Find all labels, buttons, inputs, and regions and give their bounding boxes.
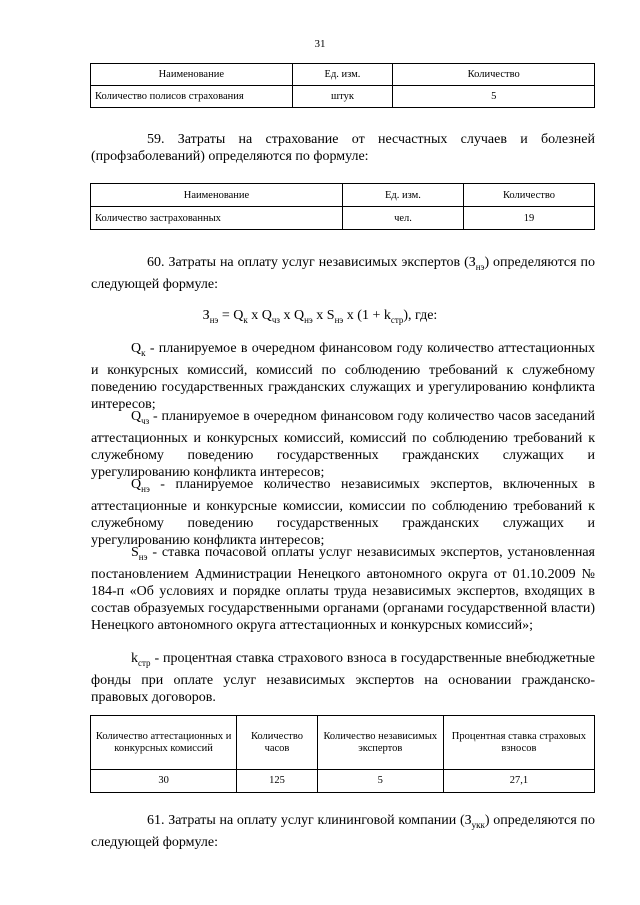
paragraph-61 <box>91 812 595 851</box>
definition-text: - процентная ставка страхового взноса в государственные внебюджетные фонды при оплате услуг независимых экспертов на основании гражданско-правовых договоров. <box>91 651 595 705</box>
formula-part: ), где: <box>403 308 438 323</box>
table-row <box>91 207 595 230</box>
formula-part: x (1 + k <box>343 308 391 323</box>
formula-expert-costs <box>0 308 640 325</box>
table-header-cell: Ед. изм. <box>292 64 393 86</box>
subscript: стр <box>138 657 151 668</box>
table-cell: чел. <box>343 207 464 230</box>
table-cell: 30 <box>91 770 237 793</box>
formula-part: x Q <box>247 308 272 323</box>
paragraph-text: 60. Затраты на оплату услуг независимых экспертов (З <box>147 255 476 270</box>
table-header-cell: Процентная ставка страховых взносов <box>443 716 594 770</box>
subscript: чз <box>141 415 150 426</box>
paragraph-text: ) определяются по следующей формуле: <box>91 255 596 292</box>
subscript: нэ <box>209 314 219 325</box>
definition-symbol: S <box>131 545 139 560</box>
definition-sne <box>91 544 595 634</box>
definition-text: - ставка почасовой оплаты услуг независимых экспертов, установленная постановлением Администрации Ненецкого автономного округа от 01.10.2009 № 184-п «Об условиях и порядке оплаты труда независимых экспертов, входящих в состав образуемых государственными органами (органами государственной власти) Ненецкого автономного округа аттестационных и конкурсных комиссий»; <box>91 545 595 633</box>
table-row <box>91 770 595 793</box>
table-header-cell: Наименование <box>91 64 293 86</box>
definition-symbol: Q <box>131 409 142 424</box>
table-row <box>91 86 595 108</box>
table-cell: 5 <box>317 770 443 793</box>
table-cell: 125 <box>237 770 318 793</box>
definition-qchz <box>91 408 595 481</box>
paragraph-text: 61. Затраты на оплату услуг клининговой компании (З <box>147 813 472 828</box>
table-header-cell: Количество часов <box>237 716 318 770</box>
page-number: 31 <box>314 38 326 50</box>
subscript: нэ <box>304 314 313 325</box>
table-header-row <box>91 716 595 770</box>
subscript: к <box>243 314 248 325</box>
table-header-row <box>91 64 595 86</box>
formula-part: x S <box>312 308 335 323</box>
formula-part: = Q <box>218 308 244 323</box>
table-header-cell: Ед. изм. <box>343 184 464 207</box>
formula-part: x Q <box>279 308 305 323</box>
paragraph-59: 59. Затраты на страхование от несчастных случаев и болезней (профзаболеваний) определяются по формуле: <box>91 132 595 164</box>
subscript: нэ <box>334 314 344 325</box>
definition-text: - планируемое в очередном финансовом году количество аттестационных и конкурсных комиссий, комиссий по соблюдению требований к служебному поведению государственных гражданских служащих и урегулированию конфликта интересов; <box>91 341 595 412</box>
expert-parameters-table <box>90 715 595 793</box>
definition-text: - планируемое количество независимых экспертов, включенных в аттестационные и конкурсные комиссии, комиссии по соблюдению требований к служебному поведению государственных гражданских служащих и урегулированию конфликта интересов; <box>91 477 595 548</box>
table-cell: 19 <box>463 207 594 230</box>
subscript: укк <box>471 819 485 830</box>
definition-qne <box>91 476 595 549</box>
table-cell: 27,1 <box>443 770 594 793</box>
paragraph-60 <box>91 254 595 293</box>
formula-symbol: З <box>202 308 210 323</box>
table-header-cell: Количество <box>463 184 594 207</box>
table-header-cell: Количество аттестационных и конкурсных комиссий <box>91 716 237 770</box>
definition-qk <box>91 340 595 413</box>
subscript: стр <box>390 314 404 325</box>
definition-kstr <box>91 650 595 706</box>
table-header-cell: Количество <box>393 64 595 86</box>
table-cell: Количество полисов страхования <box>91 86 293 108</box>
subscript: чз <box>271 314 280 325</box>
definition-symbol: k <box>131 651 138 666</box>
definition-symbol: Q <box>131 341 142 356</box>
subscript: нэ <box>475 261 485 272</box>
table-cell: 5 <box>393 86 595 108</box>
definition-text: - планируемое в очередном финансовом году количество часов заседаний аттестационных и конкурсных комиссий, комиссий по соблюдению требований к служебному поведению государственных гражданских служащих и урегулированию конфликта интересов; <box>91 409 595 480</box>
paragraph-text: ) определяются по следующей формуле: <box>91 813 595 850</box>
table-header-row <box>91 184 595 207</box>
table-cell: Количество застрахованных <box>91 207 343 230</box>
table-header-cell: Наименование <box>91 184 343 207</box>
subscript: нэ <box>138 551 148 562</box>
definition-symbol: Q <box>131 477 142 492</box>
insured-persons-table <box>90 183 595 230</box>
table-header-cell: Количество независимых экспертов <box>317 716 443 770</box>
insurance-policies-table <box>90 63 595 108</box>
subscript: к <box>141 347 146 358</box>
table-cell: штук <box>292 86 393 108</box>
subscript: нэ <box>141 483 150 494</box>
